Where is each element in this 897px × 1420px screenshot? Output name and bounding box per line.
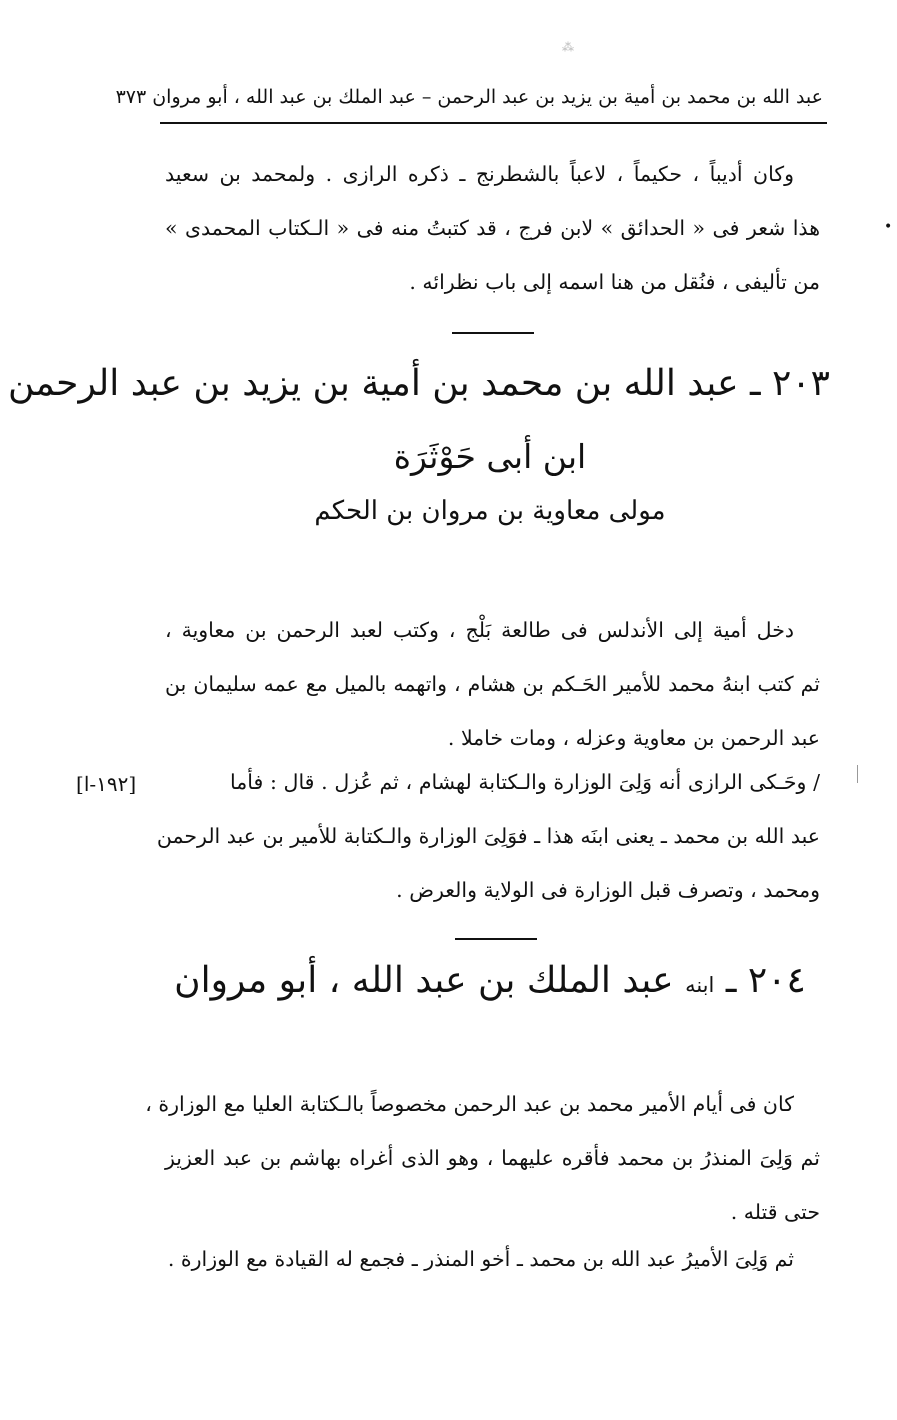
entry-203-subtitle: مولى معاوية بن مروان بن الحكم xyxy=(314,496,666,526)
header-rule xyxy=(160,122,827,124)
paper-speck-mark: ⁂ xyxy=(562,40,574,54)
text-line: ثم وَلِىَ الأميرُ عبد الله بن محمد ـ أخو المنذر ـ فجمع له القيادة مع الوزارة . xyxy=(167,1247,794,1271)
text-line: وكان أديباً ، حكيماً ، لاعباً بالشطرنج ـ ذكره الرازى . ولمحمد بن سعيد xyxy=(165,162,794,186)
entry-203-title: ٢٠٣ ـ عبد الله بن محمد بن أمية بن يزيد بن عبد الرحمن xyxy=(7,363,830,404)
text-line: من تأليفى ، فنُقل من هنا اسمه إلى باب نظرائه . xyxy=(409,270,820,294)
section-divider xyxy=(452,332,534,334)
text-line: دخل أمية إلى الأندلس فى طالعة بَلْج ، وكتب لعبد الرحمن بن معاوية ، xyxy=(165,618,794,642)
text-line: عبد الرحمن بن معاوية وعزله ، ومات خاملا . xyxy=(447,726,820,750)
text-line: حتى قتله . xyxy=(730,1200,820,1224)
section-divider xyxy=(455,938,537,940)
intro-paragraph xyxy=(165,147,820,309)
entry-204-paragraph-2 xyxy=(165,1232,820,1286)
margin-tick xyxy=(857,765,858,783)
entry-203-title-line2: ابن أبى حَوْثَرَة xyxy=(393,437,587,476)
entry-204-title xyxy=(150,960,830,1001)
text-line: عبد الله بن محمد ـ يعنى ابنَه هذا ـ فوَلِىَ الوزارة والـكتابة للأمير بن عبد الرحمن xyxy=(156,824,820,848)
entry-203-paragraph-1 xyxy=(165,603,820,765)
entry-name: عبد الملك بن عبد الله ، أبو مروان xyxy=(174,960,674,1001)
entry-prefix: ابنه xyxy=(685,973,715,997)
entry-203-paragraph-2 xyxy=(156,755,820,917)
entry-204-paragraph-1 xyxy=(145,1077,820,1239)
text-line: ومحمد ، وتصرف قبل الوزارة فى الولاية والعرض . xyxy=(396,878,820,902)
text-line: هذا شعر فى « الحدائق » لابن فرج ، قد كتبتُ منه فى « الـكتاب المحمدى » xyxy=(165,216,820,240)
entry-number: ٢٠٤ ـ xyxy=(725,960,806,1001)
text-line: كان فى أيام الأمير محمد بن عبد الرحمن مخصوصاً بالـكتابة العليا مع الوزارة ، xyxy=(145,1092,794,1116)
text-line: ثم كتب ابنهُ محمد للأمير الحَـكم بن هشام ، واتهمه بالميل مع عمه سليمان بن xyxy=(165,672,820,696)
text-line: ثم وَلِىَ المنذرُ بن محمد فأقره عليهما ، وهو الذى أغراه بهاشم بن عبد العزيز xyxy=(165,1146,820,1170)
running-head: عبد الله بن محمد بن أمية بن يزيد بن عبد الرحمن – عبد الملك بن عبد الله ، أبو مروان ٣٧٣ xyxy=(115,86,823,108)
margin-dot: • xyxy=(884,219,893,235)
text-line: / وحَـكى الرازى أنه وَلِىَ الوزارة والـكتابة لهشام ، ثم عُزل . قال : فأما xyxy=(230,770,820,794)
margin-folio-reference: [١٩٢-ا] xyxy=(76,772,137,796)
